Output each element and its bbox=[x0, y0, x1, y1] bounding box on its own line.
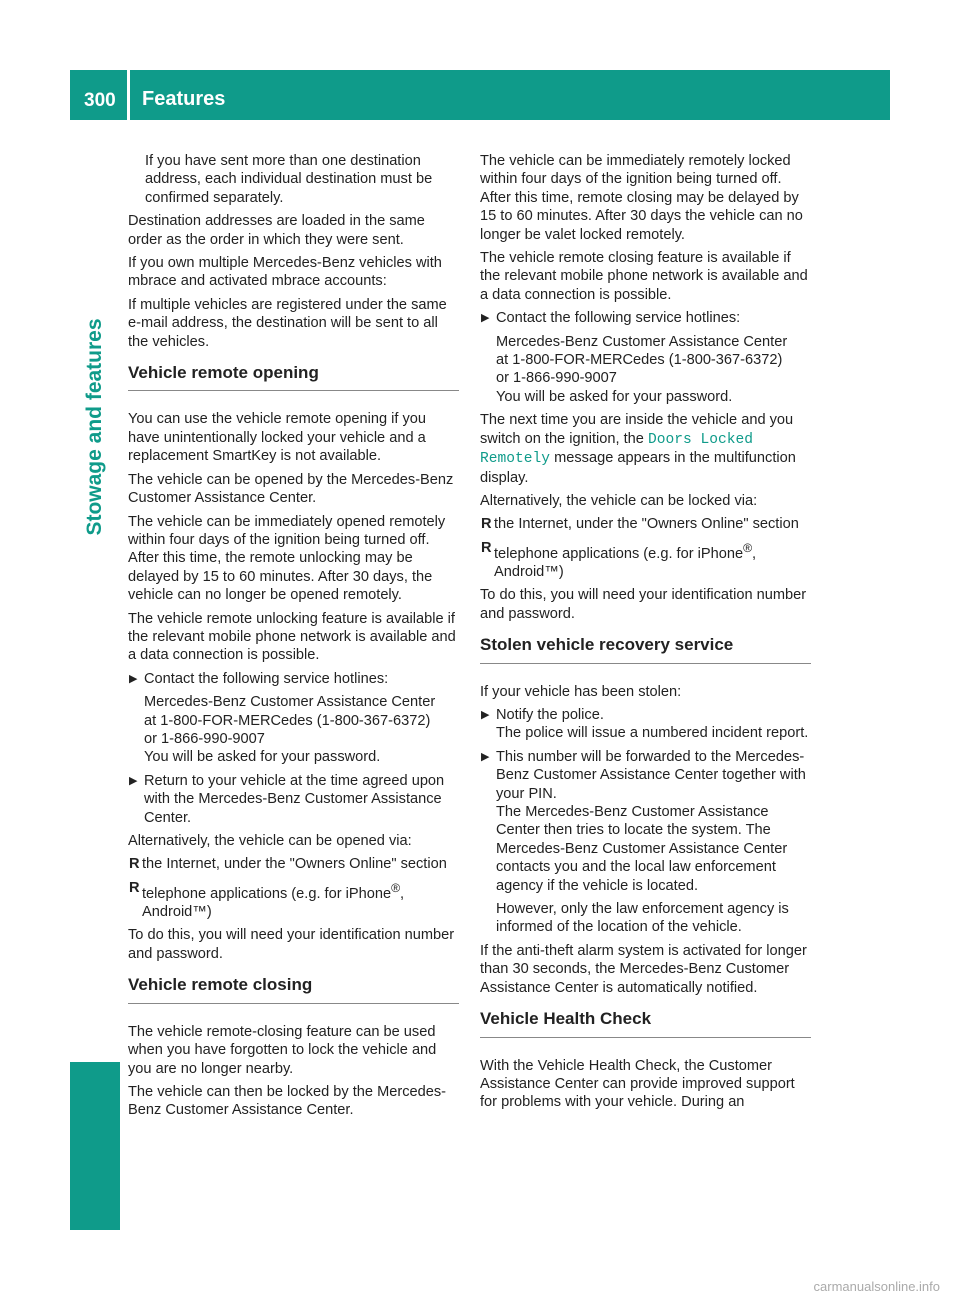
section-title: Features bbox=[142, 88, 226, 110]
paragraph: The next time you are inside the vehicle and you switch on the ignition, the Doors Locked Remotely message appears in the multifunction display. bbox=[480, 412, 796, 486]
paragraph: If multiple vehicles are registered under the same e-mail address, the destination will be sent to all the vehicles. bbox=[128, 296, 447, 350]
paragraph: With the Vehicle Health Check, the Customer Assistance Center can provide improved support for problems with your vehicle. During an bbox=[480, 1057, 795, 1111]
bullet-icon: R bbox=[129, 879, 140, 896]
bullet-item: R the Internet, under the "Owners Online" section bbox=[129, 856, 447, 873]
side-tab bbox=[70, 122, 120, 1230]
arrow-icon: ▶ bbox=[481, 312, 490, 325]
instruction-step: ▶ Notify the police. The police will issue a numbered incident report. bbox=[481, 707, 809, 742]
page-number: 300 bbox=[84, 90, 116, 111]
bullet-icon: R bbox=[481, 539, 492, 556]
bullet-item: R the Internet, under the "Owners Online" section bbox=[481, 516, 799, 533]
paragraph: The vehicle remote closing feature is available if the relevant mobile phone network is available and a data connection is possible. bbox=[480, 250, 808, 303]
heading-vehicle-remote-opening: Vehicle remote opening bbox=[128, 364, 459, 391]
paragraph: The vehicle can be opened by the Mercedes-Benz Customer Assistance Center. bbox=[128, 471, 454, 507]
display-message: Doors Locked Remotely bbox=[480, 431, 754, 468]
paragraph: The vehicle can be immediately remotely locked within four days of the ignition being turned off. After this time, remote closing may be delayed by 15 to 60 minutes. After 30 days the vehicle can no longer be valet locked remotely. bbox=[480, 153, 803, 243]
bullet-item: R telephone applications (e.g. for iPhone®, Android™) bbox=[481, 539, 757, 580]
heading-stolen-vehicle-recovery: Stolen vehicle recovery service bbox=[480, 636, 811, 663]
paragraph: Alternatively, the vehicle can be locked via: bbox=[480, 492, 758, 509]
arrow-icon: ▶ bbox=[481, 709, 490, 722]
hotline-block: Mercedes-Benz Customer Assistance Center at 1-800-FOR-MERCedes (1-800-367-6372) or 1-866-990-9007 You will be asked for your password. bbox=[144, 694, 436, 766]
arrow-icon: ▶ bbox=[129, 774, 138, 787]
paragraph: The vehicle can be immediately opened remotely within four days of the ignition being turned off. After this time, the remote unlocking may be delayed by 15 to 60 minutes. After 30 days, the vehicle can no longer be opened remotely. bbox=[128, 513, 446, 604]
paragraph: If you have sent more than one destination address, each individual destination must be confirmed separately. bbox=[145, 153, 433, 206]
heading-vehicle-remote-closing: Vehicle remote closing bbox=[128, 976, 459, 1003]
paragraph: If your vehicle has been stolen: bbox=[480, 683, 682, 700]
bullet-icon: R bbox=[129, 856, 140, 873]
paragraph: Alternatively, the vehicle can be opened via: bbox=[128, 833, 412, 849]
left-column bbox=[128, 152, 459, 1125]
paragraph: If you own multiple Mercedes-Benz vehicles with mbrace and activated mbrace accounts: bbox=[128, 255, 442, 290]
arrow-icon: ▶ bbox=[129, 672, 138, 685]
paragraph: To do this, you will need your identification number and password. bbox=[480, 587, 807, 622]
paragraph: The vehicle remote unlocking feature is available if the relevant mobile phone network is available and a data connection is possible. bbox=[128, 610, 456, 664]
instruction-step: ▶ Contact the following service hotlines: bbox=[129, 670, 389, 687]
instruction-step: ▶ Contact the following service hotlines: bbox=[481, 310, 741, 327]
paragraph: To do this, you will need your identification number and password. bbox=[128, 927, 455, 962]
paragraph: The vehicle remote-closing feature can be used when you have forgotten to lock the vehicle and you are no longer nearby. bbox=[128, 1023, 437, 1077]
paragraph: If the anti-theft alarm system is activated for longer than 30 seconds, the Mercedes-Benz Customer Assistance Center is automatically notified. bbox=[480, 942, 807, 996]
instruction-step: ▶ Return to your vehicle at the time agreed upon with the Mercedes-Benz Customer Assistance Center. bbox=[129, 772, 445, 826]
right-column bbox=[480, 152, 811, 1117]
header-divider bbox=[127, 70, 130, 120]
heading-vehicle-health-check: Vehicle Health Check bbox=[480, 1010, 811, 1037]
instruction-step: ▶ This number will be forwarded to the Mercedes-Benz Customer Assistance Center together with your PIN. The Mercedes-Benz Customer Assistance Center then tries to locate the system. The Mercedes-Benz Customer Assistance Center contacts you and the local law enforcement agency if the vehicle is located. However, only the law enforcement agency is informed of the location of the vehicle. bbox=[481, 748, 806, 936]
page-header bbox=[70, 70, 890, 120]
watermark: carmanualsonline.info bbox=[813, 1279, 940, 1294]
bullet-item: R telephone applications (e.g. for iPhone®, Android™) bbox=[129, 879, 405, 921]
hotline-block: Mercedes-Benz Customer Assistance Center at 1-800-FOR-MERCedes (1-800-367-6372) or 1-866-990-9007 You will be asked for your password. bbox=[496, 333, 788, 405]
paragraph: Destination addresses are loaded in the same order as the order in which they were sent. bbox=[128, 213, 425, 248]
side-tab-block bbox=[70, 1062, 120, 1230]
paragraph: You can use the vehicle remote opening if you have unintentionally locked your vehicle and a replacement SmartKey is not available. bbox=[128, 411, 427, 465]
paragraph: The vehicle can then be locked by the Mercedes-Benz Customer Assistance Center. bbox=[128, 1083, 446, 1119]
bullet-icon: R bbox=[481, 516, 492, 533]
side-tab-label: Stowage and features bbox=[83, 318, 106, 536]
arrow-icon: ▶ bbox=[481, 750, 490, 763]
